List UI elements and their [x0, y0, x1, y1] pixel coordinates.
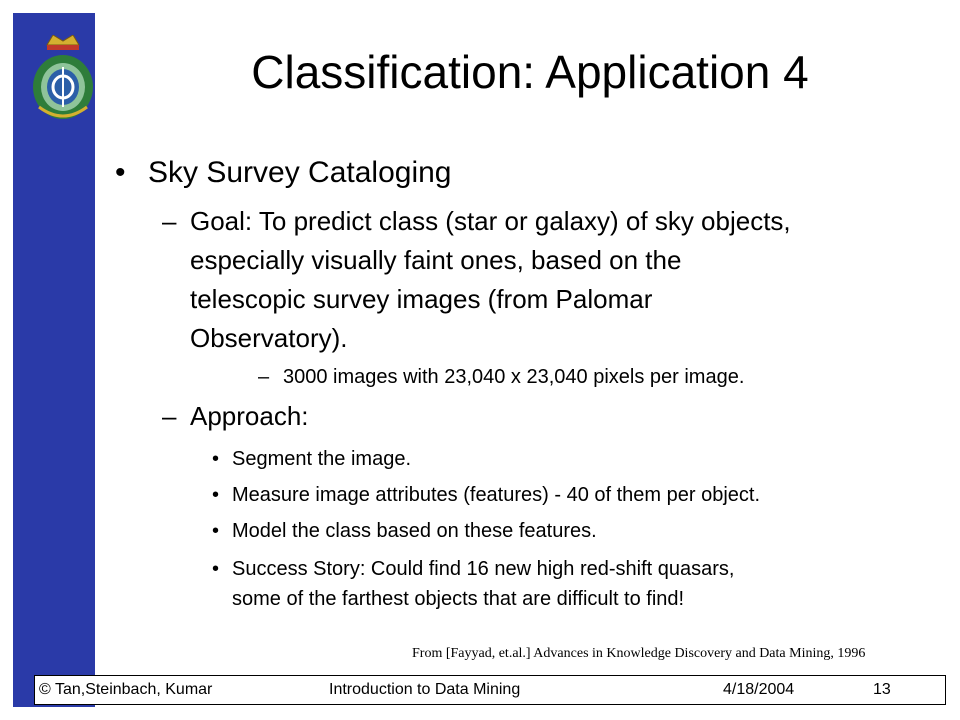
images-note: 3000 images with 23,040 x 23,040 pixels per image.	[283, 366, 745, 388]
bullet-marker: •	[115, 156, 126, 189]
dash-marker: –	[162, 206, 177, 236]
bullet-marker: •	[212, 484, 220, 506]
footer-date: 4/18/2004	[723, 681, 795, 698]
dash-marker: –	[258, 366, 270, 388]
sidebar-bar	[13, 13, 95, 707]
goal-line-1: Goal: To predict class (star or galaxy) of sky objects,	[190, 206, 791, 236]
bullet-marker: •	[212, 558, 220, 580]
goal-line-2: especially visually faint ones, based on the	[190, 245, 682, 275]
step-segment: Segment the image.	[232, 448, 411, 470]
goal-line-4: Observatory).	[190, 323, 348, 353]
dash-marker: –	[162, 401, 177, 431]
bullet-marker: •	[212, 448, 220, 470]
step-success-line-2: some of the farthest objects that are difficult to find!	[232, 588, 685, 610]
footer-authors: © Tan,Steinbach, Kumar	[39, 681, 213, 698]
citation: From [Fayyad, et.al.] Advances in Knowledge Discovery and Data Mining, 1996	[412, 646, 866, 661]
step-model: Model the class based on these features.	[232, 520, 597, 542]
slide-title: Classification: Application 4	[251, 46, 809, 98]
footer-course: Introduction to Data Mining	[329, 681, 521, 698]
university-crest-icon	[25, 35, 101, 121]
footer	[34, 675, 946, 705]
footer-page-number: 13	[873, 681, 891, 698]
goal-line-3: telescopic survey images (from Palomar	[190, 284, 653, 314]
approach-heading: Approach:	[190, 401, 309, 431]
step-measure: Measure image attributes (features) - 40 of them per object.	[232, 484, 761, 506]
bullet-marker: •	[212, 520, 220, 542]
step-success-line-1: Success Story: Could find 16 new high red-shift quasars,	[232, 558, 735, 580]
bullet-sky-survey: Sky Survey Cataloging	[148, 156, 452, 189]
